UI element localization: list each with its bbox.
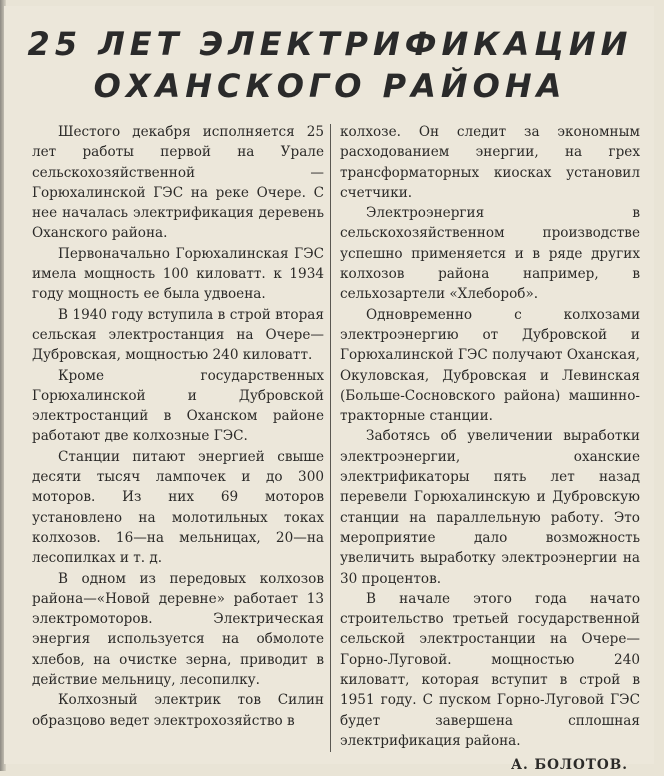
- paragraph: В 1940 году вступила в строй вторая сельская электростанция на Очере—Дубровская, мощностью 240 киловатт.: [32, 306, 324, 364]
- column-divider: [330, 124, 331, 752]
- paragraph: Заботясь об увеличении выработки электроэнергии, оханские электрификаторы пять лет назад перевели Горюхалинскую и Дубровскую станции на параллельную работу. Это мероприятие дало возможность увеличить выработку электроэнергии на 30 процентов.: [340, 428, 640, 587]
- paragraph: Одновременно с колхозами электроэнергию от Дубровской и Горюхалинской ГЭС получают Оханская, Окуловская, Дубровская и Левинская (Больше-Сосновского района) машинно-тракторные станции.: [340, 306, 640, 425]
- author-signature: А. БОЛОТОВ.: [510, 757, 628, 774]
- headline: [10, 24, 650, 106]
- paragraph: Кроме государственных Горюхалинской и Дубровской электростанций в Оханском районе работают две колхозные ГЭС.: [32, 367, 324, 445]
- headline-line-2: ОХАНСКОГО РАЙОНА: [93, 67, 567, 105]
- paragraph: Электроэнергия в сельскохозяйственном производстве успешно применяется и в ряде других колхозов района например, в сельхозартели «Хлебороб».: [340, 205, 640, 303]
- paragraph: В одном из передовых колхозов района—«Новой деревне» работает 13 электромоторов. Электрическая энергия используется на обмолоте хлебов, на очистке зерна, приводит в действие мельницу, лесопилку.: [32, 570, 324, 689]
- article-left-column: [32, 122, 324, 731]
- paragraph: Шестого декабря исполняется 25 лет работы первой на Урале сельскохозяйственной — Горюхалинской ГЭС на реке Очере. С нее началась электрификация деревень Оханского района.: [32, 124, 324, 242]
- paragraph: Станции питают энергией свыше десяти тысяч лампочек и до 300 моторов. Из них 69 моторов установлено на молотильных токах колхозов. 16—на мельницах, 20—на лесопилках и т. д.: [32, 448, 324, 567]
- headline-line-1: 25 ЛЕТ ЭЛЕКТРИФИКАЦИИ: [27, 25, 633, 63]
- paragraph: В начале этого года начато строительство третьей государственной сельской электростанции на Очере—Горно-Луговой. мощностью 240 киловатт, которая вступит в строй в 1951 году. С пуском Горно-Луговой ГЭС будет завершена сплошная электрификация района.: [340, 590, 640, 749]
- paragraph: колхозе. Он следит за экономным расходованием энергии, на грех трансформаторных киосках установил счетчики.: [340, 124, 640, 201]
- article-right-column: [340, 122, 640, 776]
- paragraph: Колхозный электрик тов Силин образцово ведет электрохозяйство в: [32, 692, 324, 729]
- paragraph: Первоначально Горюхалинская ГЭС имела мощность 100 киловатт. к 1934 году мощность ее была удвоена.: [32, 245, 324, 303]
